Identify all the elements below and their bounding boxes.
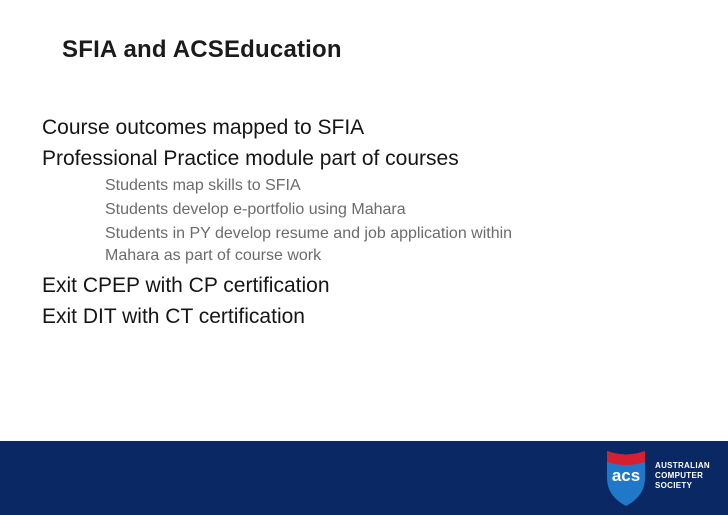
acs-logo [603,448,718,508]
slide-title: SFIA and ACSEducation [62,36,342,63]
acs-mark-text: acs [611,466,641,485]
bullet-exit-cpep: Exit CPEP with CP certification [42,274,330,297]
sub-bullet-map-skills: Students map skills to SFIA [105,177,301,194]
logo-line-computer: COMPUTER [655,471,704,480]
bullet-course-outcomes: Course outcomes mapped to SFIA [42,116,365,139]
bullet-exit-dit: Exit DIT with CT certification [42,305,305,328]
logo-line-society: SOCIETY [655,481,693,490]
logo-line-australian: AUSTRALIAN [655,461,710,470]
acs-logo-text [655,461,710,491]
acs-shield-icon [603,448,649,508]
bullet-professional-practice: Professional Practice module part of courses [42,147,459,170]
bullet-list [42,112,682,332]
sub-bullet-resume: Students in PY develop resume and job application within [105,225,513,242]
sub-bullet-eportfolio: Students develop e-portfolio using Mahara [105,201,406,218]
sub-bullet-list [42,174,682,268]
sub-bullet-resume-continued: Mahara as part of course work [105,247,322,264]
